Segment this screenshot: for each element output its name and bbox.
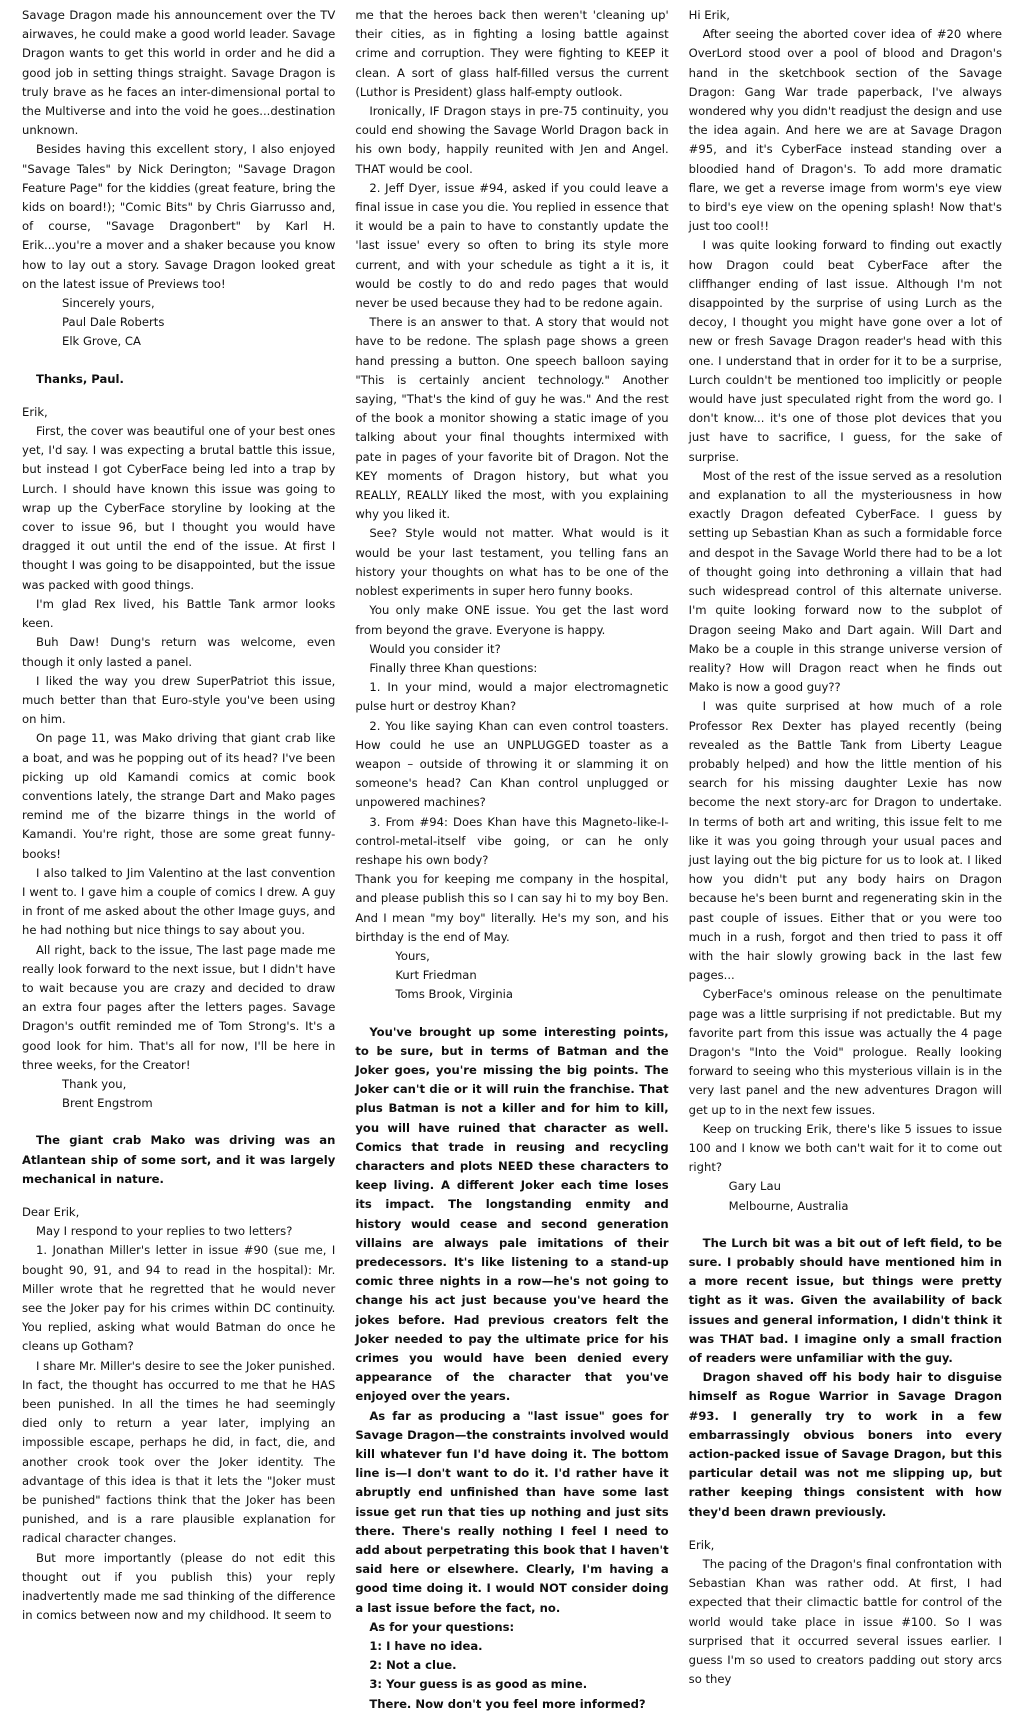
letter-salutation: Erik, (22, 404, 48, 419)
letter-signoff: Yours, (395, 948, 430, 963)
letter-paragraph: After seeing the aborted cover idea of #20 where OverLord stood over a pool of blood and Dragon's hand in the sketchbook section of the Savage Dragon: Gang War trade paperback, I've always wondered why you didn't readjust the design and use the idea again. And here we are at Savage Dragon #95, and it's CyberFace instead standing over a bloodied hand of Dragon's. To add more dramatic flare, we get a reverse image from worm's eye view to bird's eye view on the opening splash! Now that's just too cool!! (688, 27, 1002, 234)
letter-paragraph: On page 11, was Mako driving that giant crab like a boat, and was he popping out of its head? I've been picking up old Kamandi comics at comic book conventions lately, the strange Dart and Mako pages remind me of the bizarre things in the world of Kamandi. You're right, those are some great funny-books! (22, 731, 336, 861)
letter-paragraph: Buh Daw! Dung's return was welcome, even though it only lasted a panel. (22, 635, 336, 669)
letter-salutation: Hi Erik, (688, 8, 730, 22)
letter-paragraph: I was quite surprised at how much of a role Professor Rex Dexter has played recently (being revealed as the Battle Tank from Liberty League probably helped) and how the little mention of his search for his missing daughter Lexie has now become the next story-arc for Dragon to undertake. In terms of both art and writing, this issue felt to me like it was you going through your usual paces and just laying out the big picture for us to look at. I liked how you didn't put any body hairs on Dragon because he's been burnt and regenerating skin in the past couple of issues. Either that or you were too much in a rush, forgot and then tried to pass it off with the hair slowly growing back in the last few pages... (688, 699, 1002, 983)
editor-reply: Dragon shaved off his body hair to disguise himself as Rogue Warrior in Savage Dragon #93. I generally try to work in a few embarrassingly obvious boners into every action-packed issue of Savage Dragon, but this particular detail was not me slipping up, but rather keeping things consistent with how they'd been drawn previously. (688, 1370, 1002, 1519)
letter-paragraph: Most of the rest of the issue served as a resolution and explanation to all the mysteriousness in how exactly Dragon defeated CyberFace. I guess by setting up Sebastian Khan as such a formidable force and despot in the Savage World there had to be a lot of thought going into dethroning a villain that had such widespread control of this alternate universe. I'm quite looking forward now to the subplot of Dragon seeing Mako and Dart again. Will Dart and Mako be a couple in this strange universe version of reality? How will Dragon react when he finds out Mako is now a good guy?? (688, 468, 1002, 695)
letter-paragraph: First, the cover was beautiful one of your best ones yet, I'd say. I was expecting a brutal battle this issue, but instead I got CyberFace being led into a trap by Lurch. I should have known this issue was going to wrap up the CyberFace storyline by looking at the cover to issue 96, but I thought you would have dragged it out until the end of the issue. At first I thought I was going to be disappointed, but the issue was packed with good things. (22, 424, 336, 592)
letter-paragraph: I also talked to Jim Valentino at the last convention I went to. I gave him a couple of comics I drew. A guy in front of me asked about the other Image guys, and he had nothing but nice things to say about you. (22, 865, 336, 938)
text-column-middle (355, 6, 669, 1711)
letter-paragraph: CyberFace's ominous release on the penultimate page was a little surprising if not predictable. But my favorite part from this issue was actually the 4 page Dragon's "Into the Void" prologue. Really looking forward to seeing who this mysterious villain is in the very last panel and the new adventures Dragon will get up to in the next few issues. (688, 987, 1002, 1117)
letter-paragraph: I share Mr. Miller's desire to see the Joker punished. In fact, the thought has occurred to me that he HAS been punished. In all the times he had seemingly died only to return a year later, implying an impossible escape, perhaps he did, in fact, die, and another crook took over the Joker identity. The advantage of this idea is that it lets the "Joker must be punished" factions think that the Joker has been punished, and is a rare plausible explanation for radical character changes. (22, 1358, 336, 1546)
letter-paragraph: Savage Dragon made his announcement over the TV airwaves, he could make a good world leader. Savage Dragon wants to get this world in order and he did a good job in setting things straight. Savage Dragon is truly brave as he faces an inter-dimensional portal to the Multiverse and into the void he goes...destination unknown. (22, 8, 336, 138)
letter-paragraph: I liked the way you drew SuperPatriot this issue, much better than that Euro-style you've been using on him. (22, 673, 336, 727)
letter-question: 3. From #94: Does Khan have this Magneto-like-I-control-metal-itself vibe going, or can he only reshape his own body? (355, 814, 669, 867)
letter-location: Elk Grove, CA (62, 334, 141, 349)
letter-signoff: Thank you, (62, 1076, 127, 1091)
letter-location: Melbourne, Australia (728, 1198, 849, 1213)
letter-paragraph: All right, back to the issue, The last page made me really look forward to the next issue, but I didn't have to wait because you are crazy and decided to draw an extra four pages after the letters pages. Savage Dragon's outfit reminded me of Tom Strong's. It's a good look for him. That's all for now, I'll be here in three weeks, for the Creator! (22, 942, 336, 1072)
letter-paragraph: The pacing of the Dragon's final confrontation with Sebastian Khan was rather odd. At first, I had expected that their climactic battle for control of the world would take place in issue #100. So I was surprised that it occurred several issues earlier. I guess I'm so used to creators padding out story arcs so they (688, 1557, 1002, 1687)
letter-paragraph: See? Style would not matter. What would is it would be your last testament, you telling fans an history your thoughts on what has to be one of the noblest experiments in super hero funny books. (355, 526, 669, 599)
letter-paragraph: But more importantly (please do not edit this thought out if you publish this) your reply inadvertently made me sad thinking of the difference in comics between now and my childhood. It seem to (22, 1550, 336, 1623)
letter-signoff: Sincerely yours, (62, 296, 155, 311)
letter-paragraph: Besides having this excellent story, I also enjoyed "Savage Tales" by Nick Derington; "Savage Dragon Feature Page" for the kiddies (great feature, bring the kids on board!); "Comic Bits" by Chris Giarrusso and, of course, "Savage Dragonbert" by Karl H. Erik...you're a mover and a shaker because you know how to lay out a story. Savage Dragon looked great on the latest issue of Previews too! (22, 142, 336, 291)
letter-paragraph: Thank you for keeping me company in the hospital, and please publish this so I can say hi to my boy Ben. And I mean "my boy" literally. He's my son, and his birthday is the end of May. (355, 872, 669, 944)
letter-paragraph: I was quite looking forward to finding out exactly how Dragon could beat CyberFace after the cliffhanger ending of last issue. Although I'm not disappointed by the surprise of using Lurch as the decoy, I thought you might have gone over a lot of new or fresh Savage Dragon reader's head with this one. I understand that in order for it to be a surprise, Lurch couldn't be mentioned too implicitly or people would have just speculated right from the word go. I don't know... it's one of those plot devices that you just have to sacrifice, I guess, for the sake of surprise. (688, 238, 1002, 464)
letter-question: 2. You like saying Khan can even control toasters. How could he use an UNPLUGGED toaster as a weapon – outside of throwing it or slamming it on someone's head? Can Khan control unplugged or unpowered machines? (355, 718, 669, 810)
letter-author: Gary Lau (728, 1179, 781, 1194)
letter-paragraph: 1. Jonathan Miller's letter in issue #90 (sue me, I bought 90, 91, and 94 to read in the hospital): Mr. Miller wrote that he regretted that he would never see the Joker pay for his crimes within DC continuity. You replied, asking what would Batman do once he cleans up Gotham? (22, 1243, 336, 1354)
letter-author: Brent Engstrom (62, 1096, 153, 1111)
letter-paragraph: Would you consider it? (369, 641, 501, 656)
letter-salutation: Erik, (688, 1537, 715, 1552)
letter-paragraph: me that the heroes back then weren't 'cleaning up' their cities, as in fighting a losing battle against crime and corruption. They were fighting to KEEP it clean. A sort of glass half-filled versus the current (Luthor is President) glass half-empty outlook. (355, 8, 669, 99)
letter-paragraph: There is an answer to that. A story that would not have to be redone. The splash page shows a green hand pressing a button. One speech balloon saying "This is certainly ancient technology." Another saying, "That's the kind of guy he was." And the rest of the book a monitor showing a static image of you talking about your final thoughts intermixed with pate in pages of your favorite bit of Dragon. Not the KEY moments of Dragon history, but what you REALLY, REALLY liked the most, with you explaining why you liked it. (355, 315, 669, 522)
letter-salutation: Dear Erik, (22, 1204, 80, 1219)
editor-reply-heading: As for your questions: (369, 1619, 515, 1634)
letter-paragraph: Keep on trucking Erik, there's like 5 issues to issue 100 and I know we both can't wait for it to come out right? (688, 1121, 1002, 1175)
letter-paragraph: Ironically, IF Dragon stays in pre-75 continuity, you could end showing the Savage World Dragon back in his own body, happily reunited with Jen and Angel. THAT would be cool. (355, 104, 669, 176)
letter-location: Toms Brook, Virginia (395, 987, 514, 1002)
letter-author: Kurt Friedman (395, 968, 477, 983)
editor-reply: Thanks, Paul. (36, 371, 124, 386)
letter-paragraph: 2. Jeff Dyer, issue #94, asked if you could leave a final issue in case you die. You replied in essence that it would be a pain to have to constantly update the 'last issue' every so often to bring its style more current, and with your schedule as tight a it is, it would be costly to do and redo pages that would never be used because they had to be redone again. (355, 180, 669, 311)
letter-paragraph: May I respond to your replies to two letters? (36, 1224, 293, 1239)
letter-paragraph: Finally three Khan questions: (369, 660, 538, 675)
letter-question: 1. In your mind, would a major electromagnetic pulse hurt or destroy Khan? (355, 680, 669, 714)
editor-reply: There. Now don't you feel more informed? (369, 1696, 646, 1711)
letter-author: Paul Dale Roberts (62, 315, 165, 330)
editor-reply-answer: 3: Your guess is as good as mine. (369, 1677, 588, 1692)
editor-reply-answer: 1: I have no idea. (369, 1639, 483, 1654)
editor-reply: The Lurch bit was a bit out of left field, to be sure. I probably should have mentioned him in a more recent issue, but things were pretty tight as it was. Given the availability of back issues and general information, I didn't think it was THAT bad. I imagine only a small fraction of readers were unfamiliar with the guy. (688, 1235, 1002, 1366)
editor-reply: You've brought up some interesting points, to be sure, but in terms of Batman and the Joker goes, you're missing the big points. The Joker can't die or it will ruin the franchise. That plus Batman is not a killer and for him to kill, you will have ruined that character as well. Comics that trade in reusing and recycling characters and plots NEED these characters to keep living. A different Joker each time loses its impact. The longstanding enmity and history would cease and second generation villains are always pale imitations of their predecessors. It's like listening to a stand-up comic three nights in a row—he's not going to change his act just because you've heard the jokes before. Had previous creators felt the Joker needed to pay the ultimate price for his crimes you would have been denied every appearance of the character that you've enjoyed over the years. (355, 1024, 669, 1404)
editor-reply-answer: 2: Not a clue. (369, 1658, 457, 1673)
text-column-left (22, 6, 336, 1623)
text-column-right (688, 6, 1002, 1687)
letter-paragraph: I'm glad Rex lived, his Battle Tank armor looks keen. (22, 596, 336, 631)
letter-paragraph: You only make ONE issue. You get the last word from beyond the grave. Everyone is happy. (355, 603, 669, 637)
editor-reply: The giant crab Mako was driving was an Atlantean ship of some sort, and it was largely mechanical in nature. (22, 1133, 336, 1186)
editor-reply: As far as producing a "last issue" goes for Savage Dragon—the constraints involved would kill whatever fun I'd have doing it. The bottom line is—I don't want to do it. I'd rather have it abruptly end unfinished than have some last issue get run that ties up nothing and just sits there. There's really nothing I feel I need to add about perpetrating this book that I haven't said here or elsewhere. Clearly, I'm having a good time doing it. I would NOT consider doing a last issue before the fact, no. (355, 1408, 669, 1615)
